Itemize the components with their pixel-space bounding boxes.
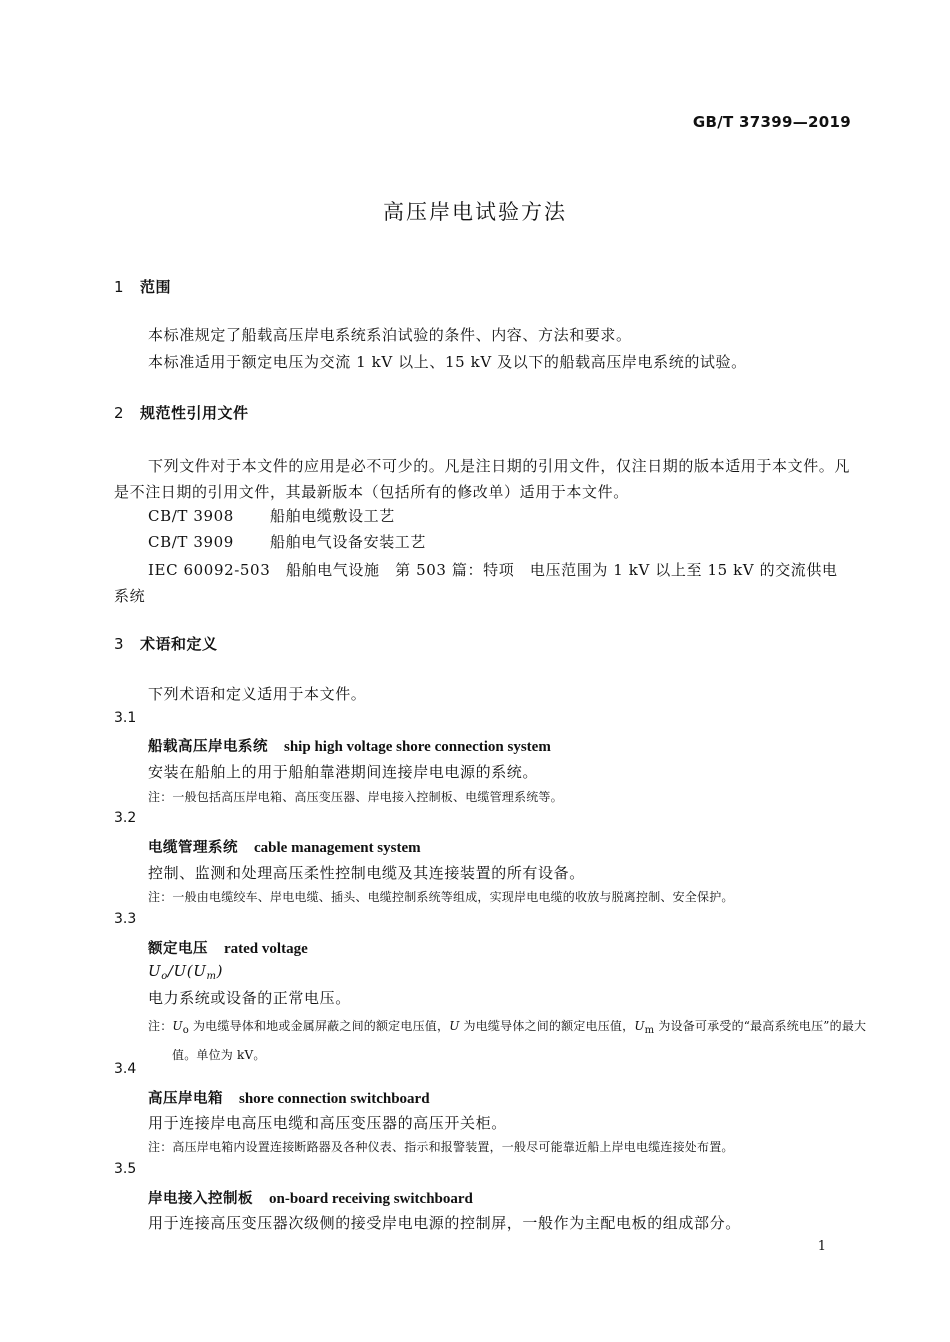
section-title: 术语和定义 [140, 635, 218, 653]
term-number: 3.1 [114, 710, 137, 726]
section-number: 1 [114, 278, 125, 296]
reference-item [148, 505, 395, 526]
term-note [148, 1014, 874, 1067]
note-symbol: U [634, 1019, 645, 1033]
term-number: 3.5 [114, 1161, 137, 1177]
section-number: 3 [114, 635, 125, 653]
term-chinese: 高压岸电箱 [148, 1091, 223, 1107]
term-definition: 用于连接高压变压器次级侧的接受岸电电源的控制屏，一般作为主配电板的组成部分。 [148, 1214, 741, 1232]
term-heading [148, 735, 551, 756]
note-symbol: U [172, 1019, 183, 1033]
term-english: shore connection switchboard [239, 1091, 430, 1107]
standard-number: GB/T 37399—2019 [692, 113, 851, 131]
reference-item [114, 557, 852, 609]
symbol-subscript: o [161, 971, 168, 982]
term-symbol [148, 962, 223, 982]
reference-code: IEC 60092-503 [148, 561, 271, 579]
reference-title: 船舶电气设施 第 503 篇：特项 电压范围为 1 kV 以上至 15 kV 的交流供电系统 [114, 561, 838, 605]
note-text: 为电缆导体和地或金属屏蔽之间的额定电压值， [188, 1019, 450, 1033]
note-subscript: m [644, 1025, 655, 1036]
section-title: 规范性引用文件 [140, 404, 249, 422]
term-chinese: 岸电接入控制板 [148, 1191, 253, 1207]
term-note: 注：高压岸电箱内设置连接断路器及各种仪表、指示和报警装置，一般尽可能靠近船上岸电电缆连接处布置。 [148, 1140, 734, 1154]
symbol-text: ) [216, 962, 224, 980]
page-number: 1 [817, 1239, 826, 1254]
term-number: 3.4 [114, 1061, 137, 1077]
reference-item [148, 531, 426, 552]
document-title: 高压岸电试验方法 [383, 200, 567, 224]
term-note: 注：一般包括高压岸电箱、高压变压器、岸电接入控制板、电缆管理系统等。 [148, 790, 563, 804]
scope-paragraph-1: 本标准规定了船载高压岸电系统系泊试验的条件、内容、方法和要求。 [148, 326, 632, 344]
section-1-heading [114, 276, 171, 297]
note-prefix: 注： [148, 1019, 173, 1033]
section-2-heading [114, 402, 249, 423]
symbol-u: U [148, 962, 162, 980]
symbol-subscript: m [206, 971, 217, 982]
term-definition: 安装在船舶上的用于船舶靠港期间连接岸电电源的系统。 [148, 763, 539, 781]
term-english: cable management system [254, 840, 421, 856]
reference-title: 船舶电气设备安装工艺 [270, 533, 427, 551]
term-english: rated voltage [224, 941, 308, 957]
note-text: 为设备可承受的“最高系统电压”的最大值。单位为 kV。 [172, 1019, 867, 1062]
section-number: 2 [114, 404, 125, 422]
term-heading [148, 1187, 473, 1208]
terms-intro: 下列术语和定义适用于本文件。 [148, 685, 367, 703]
term-chinese: 船载高压岸电系统 [148, 739, 268, 755]
normative-refs-intro: 下列文件对于本文件的应用是必不可少的。凡是注日期的引用文件，仅注日期的版本适用于本文件。凡是不注日期的引用文件，其最新版本（包括所有的修改单）适用于本文件。 [114, 457, 851, 501]
term-definition: 用于连接岸电高压电缆和高压变压器的高压开关柜。 [148, 1114, 507, 1132]
term-heading [148, 836, 421, 857]
term-definition: 电力系统或设备的正常电压。 [148, 989, 351, 1007]
note-text: 为电缆导体之间的额定电压值， [459, 1019, 635, 1033]
term-english: ship high voltage shore connection system [284, 739, 551, 755]
symbol-text: /U(U [167, 962, 207, 980]
term-heading [148, 1087, 430, 1108]
note-subscript: o [182, 1025, 189, 1036]
term-heading [148, 937, 308, 958]
term-english: on-board receiving switchboard [269, 1191, 473, 1207]
reference-code: CB/T 3909 [148, 533, 234, 551]
term-chinese: 电缆管理系统 [148, 840, 238, 856]
section-title: 范围 [140, 278, 172, 296]
reference-code: CB/T 3908 [148, 507, 234, 525]
note-symbol: U [449, 1019, 460, 1033]
term-chinese: 额定电压 [148, 941, 208, 957]
section-3-heading [114, 633, 218, 654]
term-number: 3.2 [114, 810, 137, 826]
term-number: 3.3 [114, 911, 137, 927]
scope-paragraph-2: 本标准适用于额定电压为交流 1 kV 以上、15 kV 及以下的船载高压岸电系统的试验。 [148, 353, 747, 371]
term-note: 注：一般由电缆绞车、岸电电缆、插头、电缆控制系统等组成，实现岸电电缆的收放与脱离控制、安全保护。 [148, 890, 734, 904]
term-definition: 控制、监测和处理高压柔性控制电缆及其连接装置的所有设备。 [148, 864, 585, 882]
reference-title: 船舶电缆敷设工艺 [270, 507, 395, 525]
